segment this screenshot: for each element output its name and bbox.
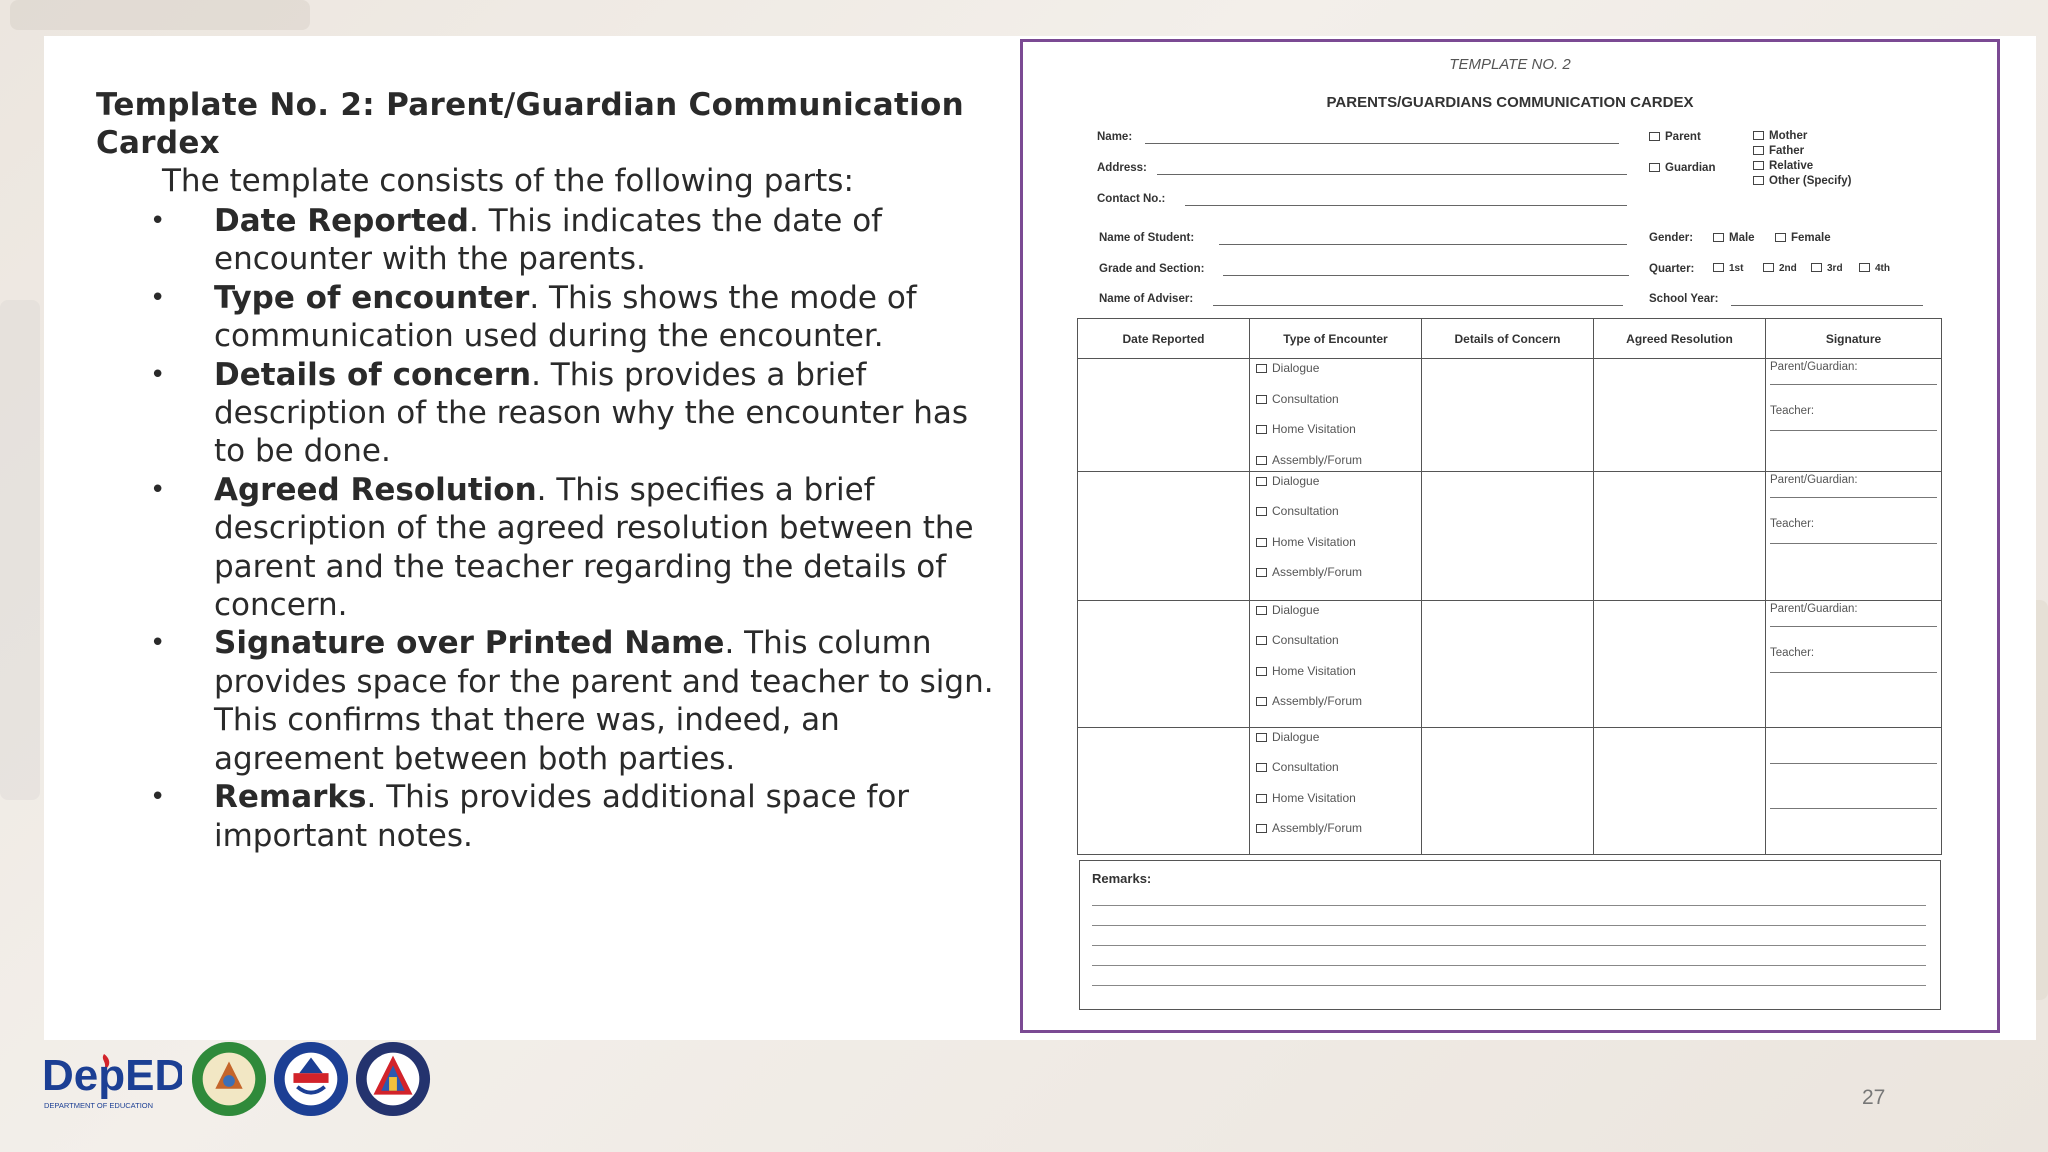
bullet-item	[150, 202, 996, 279]
student-line	[1219, 244, 1627, 245]
option-label: Father	[1769, 145, 1805, 157]
quarter-label: Quarter:	[1649, 263, 1695, 275]
option-label: Dialogue	[1272, 473, 1320, 488]
parent-signature-label: Parent/Guardian:	[1770, 473, 1858, 486]
checkbox-icon	[1256, 395, 1267, 404]
table-row	[1078, 359, 1942, 472]
option-label: 3rd	[1827, 263, 1843, 274]
option-label: Assembly/Forum	[1272, 694, 1363, 708]
checkbox-icon	[1256, 538, 1267, 547]
parent-option	[1649, 131, 1701, 143]
option-label: Consultation	[1272, 760, 1339, 774]
encounter-option	[1256, 789, 1421, 820]
female-option	[1775, 232, 1831, 244]
bullet-item	[150, 279, 996, 356]
teacher-signature-label: Teacher:	[1770, 517, 1815, 530]
checkbox-icon	[1256, 794, 1267, 803]
signature-line	[1770, 667, 1937, 673]
quarter-3-option	[1811, 263, 1843, 274]
checkbox-icon	[1811, 263, 1822, 272]
table-row	[1078, 471, 1942, 600]
bullet-dot: •	[150, 782, 166, 813]
option-label: Dialogue	[1272, 602, 1320, 617]
option-label: Male	[1729, 232, 1755, 244]
signature-cell	[1766, 359, 1942, 472]
signature-cell	[1766, 600, 1942, 727]
option-label: Other (Specify)	[1769, 175, 1852, 187]
details-cell	[1422, 727, 1594, 854]
template-label: TEMPLATE NO. 2	[1449, 56, 1571, 73]
checkbox-icon	[1753, 146, 1764, 155]
bullet-item	[150, 356, 996, 471]
signature-line	[1770, 381, 1937, 385]
checkbox-icon	[1256, 824, 1267, 833]
checkbox-icon	[1256, 763, 1267, 772]
encounter-option	[1256, 472, 1421, 503]
option-label: Assembly/Forum	[1272, 452, 1363, 467]
slide-card	[44, 36, 2036, 1040]
date-cell	[1078, 471, 1250, 600]
column-header: Agreed Resolution	[1594, 319, 1766, 359]
remarks-box	[1079, 860, 1941, 1010]
division-seal-icon	[272, 1040, 350, 1118]
mother-option	[1753, 130, 1807, 142]
region-seal-icon	[190, 1040, 268, 1118]
encounter-option	[1256, 563, 1421, 594]
table-row	[1078, 600, 1942, 727]
checkbox-icon	[1753, 161, 1764, 170]
checkbox-icon	[1256, 425, 1267, 434]
encounter-option	[1256, 662, 1421, 693]
bullet-term: Signature over Printed Name	[214, 625, 725, 662]
teacher-signature-label: Teacher:	[1770, 405, 1815, 417]
student-label: Name of Student:	[1099, 232, 1195, 244]
signature-line	[1770, 425, 1937, 431]
resolution-cell	[1594, 600, 1766, 727]
checkbox-icon	[1256, 636, 1267, 645]
signature-line	[1770, 730, 1937, 764]
encounter-option	[1256, 451, 1421, 471]
bullet-list	[150, 202, 996, 855]
option-label: Guardian	[1665, 162, 1716, 174]
option-label: Home Visitation	[1272, 534, 1356, 549]
details-cell	[1422, 359, 1594, 472]
encounter-option	[1256, 420, 1421, 451]
encounter-option	[1256, 533, 1421, 564]
bullet-text: . This shows the mode of communication used during the encounter.	[214, 279, 917, 355]
guardian-option	[1649, 162, 1715, 174]
option-label: Home Visitation	[1272, 422, 1356, 436]
encounter-option	[1256, 692, 1421, 723]
address-label: Address:	[1097, 162, 1147, 174]
checkbox-icon	[1256, 733, 1267, 742]
bullet-text: . This provides a brief description of the reason why the encounter has to be done.	[214, 356, 969, 470]
option-label: Consultation	[1272, 504, 1339, 518]
details-cell	[1422, 471, 1594, 600]
relative-option	[1753, 160, 1813, 172]
parent-signature-label: Parent/Guardian:	[1770, 361, 1858, 373]
encounter-option	[1256, 631, 1421, 662]
checkbox-icon	[1256, 507, 1267, 516]
option-label: 1st	[1729, 263, 1744, 274]
encounter-option	[1256, 819, 1421, 850]
bullet-item	[150, 471, 996, 625]
adviser-label: Name of Adviser:	[1099, 293, 1194, 305]
checkbox-icon	[1753, 176, 1764, 185]
signature-line	[1770, 765, 1937, 809]
resolution-cell	[1594, 727, 1766, 854]
option-label: Mother	[1769, 130, 1808, 142]
option-label: Home Visitation	[1272, 663, 1356, 678]
checkbox-icon	[1649, 132, 1660, 141]
deped-logo-mark	[42, 1046, 182, 1112]
checkbox-icon	[1256, 568, 1267, 577]
column-header: Signature	[1766, 319, 1942, 359]
bullet-dot: •	[150, 282, 166, 313]
bullet-term: Date Reported	[214, 203, 469, 239]
signature-cell	[1766, 471, 1942, 600]
checkbox-icon	[1763, 263, 1774, 272]
teacher-signature-label: Teacher:	[1770, 646, 1815, 659]
checkbox-icon	[1713, 233, 1724, 242]
option-label: Consultation	[1272, 633, 1339, 647]
bullet-text: . This provides additional space for important notes.	[214, 779, 910, 854]
slide-intro: The template consists of the following parts:	[162, 163, 854, 199]
encounter-option	[1256, 390, 1421, 421]
cardex-table	[1077, 318, 1942, 855]
page-number: 27	[1862, 1086, 1886, 1109]
contact-line	[1185, 205, 1627, 206]
school-year-line	[1731, 305, 1923, 306]
logo-subtext: DEPARTMENT OF EDUCATION	[44, 1101, 154, 1110]
school-year-label: School Year:	[1649, 293, 1719, 305]
quarter-1-option	[1713, 263, 1743, 274]
bullet-term: Agreed Resolution	[214, 471, 537, 508]
bullet-item	[150, 778, 996, 855]
quarter-2-option	[1763, 263, 1797, 274]
encounter-cell	[1250, 600, 1422, 727]
name-label: Name:	[1097, 131, 1133, 143]
slide-text	[96, 86, 996, 855]
quarter-4-option	[1859, 263, 1890, 274]
encounter-cell	[1250, 727, 1422, 854]
date-cell	[1078, 359, 1250, 472]
slide-heading: Template No. 2: Parent/Guardian Communication Cardex	[96, 87, 964, 161]
bullet-text: . This indicates the date of encounter with the parents.	[214, 203, 883, 278]
checkbox-icon	[1775, 233, 1786, 242]
checkbox-icon	[1256, 477, 1267, 486]
details-cell	[1422, 600, 1594, 727]
option-label: Dialogue	[1272, 361, 1320, 375]
option-label: Home Visitation	[1272, 790, 1356, 805]
background-decoration	[10, 0, 310, 30]
remarks-line	[1092, 965, 1926, 966]
remarks-label: Remarks:	[1092, 871, 1152, 886]
grade-section-label: Grade and Section:	[1099, 263, 1205, 275]
option-label: Relative	[1769, 160, 1814, 172]
gender-label: Gender:	[1649, 232, 1694, 244]
form-title: PARENTS/GUARDIANS COMMUNICATION CARDEX	[1326, 94, 1694, 111]
bullet-item	[150, 624, 996, 778]
other-option	[1753, 175, 1851, 187]
bullet-text: . This specifies a brief description of the agreed resolution between the parent and the teacher regarding the details of concern.	[214, 471, 974, 624]
bullet-dot: •	[150, 628, 166, 659]
parent-signature-label: Parent/Guardian:	[1770, 602, 1858, 615]
checkbox-icon	[1713, 263, 1724, 272]
encounter-option	[1256, 728, 1421, 759]
remarks-line	[1092, 985, 1926, 986]
column-header: Details of Concern	[1422, 319, 1594, 359]
deped-logo	[42, 1046, 182, 1116]
bullet-term: Type of encounter	[214, 279, 530, 316]
background-decoration	[0, 300, 40, 800]
bullet-term: Remarks	[214, 779, 367, 816]
checkbox-icon	[1256, 456, 1267, 465]
bullet-dot: •	[150, 474, 166, 505]
column-header: Type of Encounter	[1250, 319, 1422, 359]
signature-line	[1770, 494, 1937, 498]
father-option	[1753, 145, 1804, 157]
adviser-line	[1213, 305, 1623, 306]
bullet-dot: •	[150, 359, 166, 390]
logo-text: DepED	[42, 1051, 182, 1100]
table-header-row	[1078, 319, 1942, 359]
option-label: Dialogue	[1272, 729, 1320, 744]
encounter-option	[1256, 359, 1421, 390]
option-label: 4th	[1875, 263, 1890, 274]
column-header: Date Reported	[1078, 319, 1250, 359]
address-line	[1157, 174, 1627, 175]
contact-label: Contact No.:	[1097, 193, 1166, 205]
option-label: 2nd	[1779, 263, 1797, 274]
option-label: Parent	[1665, 131, 1701, 143]
signature-line	[1770, 623, 1937, 627]
checkbox-icon	[1256, 364, 1267, 373]
cardex-form	[1020, 39, 2000, 1033]
resolution-cell	[1594, 471, 1766, 600]
resolution-cell	[1594, 359, 1766, 472]
option-label: Consultation	[1272, 391, 1339, 406]
table-row	[1078, 727, 1942, 854]
remarks-line	[1092, 905, 1926, 906]
checkbox-icon	[1753, 131, 1764, 140]
option-label: Female	[1791, 232, 1831, 244]
checkbox-icon	[1256, 667, 1267, 676]
checkbox-icon	[1859, 263, 1870, 272]
signature-line	[1770, 538, 1937, 544]
bullet-dot: •	[150, 206, 166, 236]
encounter-cell	[1250, 471, 1422, 600]
option-label: Assembly/Forum	[1272, 565, 1363, 579]
date-cell	[1078, 600, 1250, 727]
encounter-cell	[1250, 359, 1422, 472]
bullet-text: . This column provides space for the parent and teacher to sign. This confirms that there was, indeed, an agreement between both parties.	[214, 625, 994, 777]
encounter-option	[1256, 758, 1421, 789]
signature-cell	[1766, 727, 1942, 854]
remarks-line	[1092, 925, 1926, 926]
checkbox-icon	[1256, 697, 1267, 706]
date-cell	[1078, 727, 1250, 854]
encounter-option	[1256, 502, 1421, 533]
grade-section-line	[1223, 275, 1629, 276]
option-label: Assembly/Forum	[1272, 821, 1363, 835]
encounter-option	[1256, 601, 1421, 632]
male-option	[1713, 232, 1755, 244]
checkbox-icon	[1256, 606, 1267, 615]
bullet-term: Details of concern	[214, 356, 532, 393]
remarks-line	[1092, 945, 1926, 946]
checkbox-icon	[1649, 163, 1660, 172]
school-seal-icon	[354, 1040, 432, 1118]
name-line	[1145, 143, 1619, 144]
